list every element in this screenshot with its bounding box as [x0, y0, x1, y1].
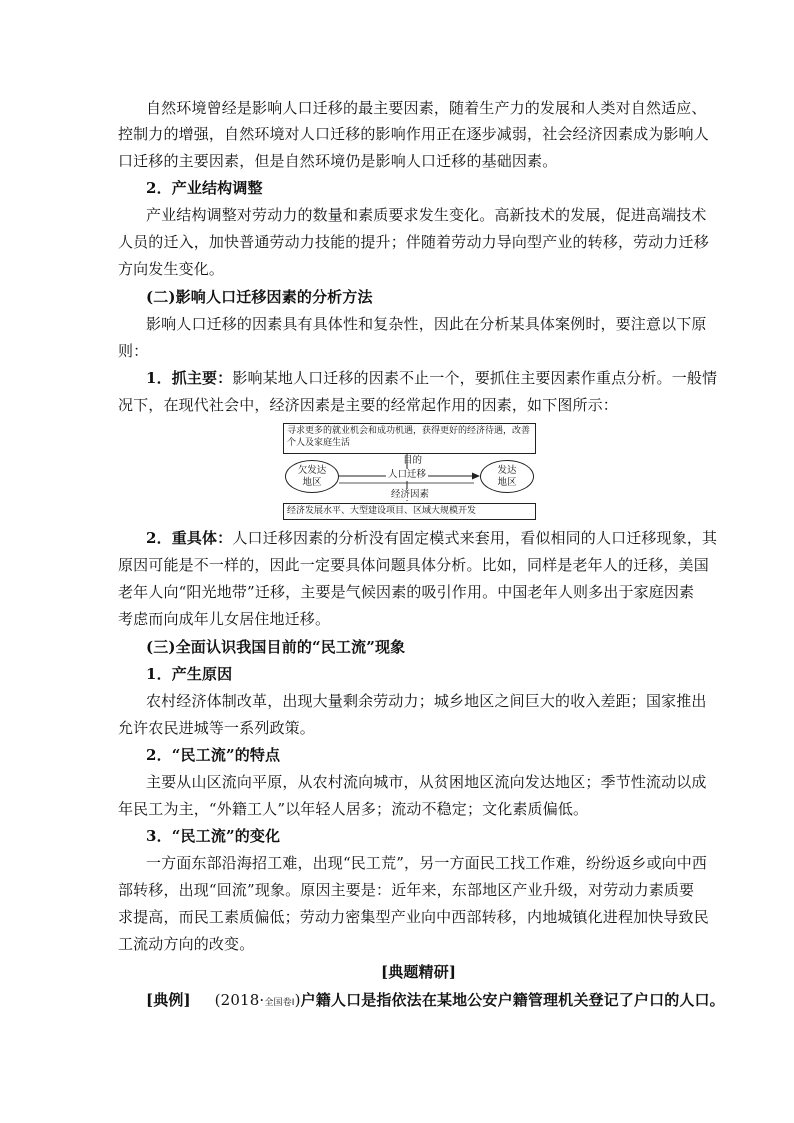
migration-label: 人口迁移 [388, 469, 427, 480]
paragraph-line: 允许农民进城等一系列政策。 [118, 719, 315, 737]
paragraph-line: 考虑而向成年儿女居住地迁移。 [118, 610, 331, 628]
migration-factor-diagram [283, 423, 536, 520]
principle-text: 人口迁移因素的分析没有固定模式来套用，看似相同的人口迁移现象，其 [232, 529, 718, 547]
paragraph-line: 自然环境曾经是影响人口迁移的最主要因素，随着生产力的发展和人类对自然适应、 [146, 99, 707, 117]
paragraph-line: 老年人向“阳光地带”迁移，主要是气候因素的吸引作用。中国老年人则多出于家庭因素 [118, 583, 695, 601]
paragraph-line: 产业结构调整对劳动力的数量和素质要求发生变化。高新技术的发展，促进高端技术 [146, 206, 707, 224]
paragraph-line: 况下，在现代社会中，经济因素是主要的经常起作用的因素，如下图所示： [118, 396, 618, 414]
paragraph-line: 年民工为主，“外籍工人”以年轻人居多；流动不稳定；文化素质偏低。 [118, 800, 589, 818]
origin-label: 欠发达地区 [297, 464, 327, 488]
destination-label: 发达地区 [497, 464, 517, 488]
paragraph-line: 一方面东部沿海招工难，出现“民工荒”，另一方面民工找工作难，纷纷返乡或向中西 [146, 854, 708, 872]
subsection-heading: 3．“民工流”的变化 [146, 827, 281, 845]
section-heading: (三)全面认识我国目前的“民工流”现象 [146, 638, 406, 656]
example-source-exam: 全国卷Ⅰ [264, 998, 295, 1008]
paragraph-line: 影响人口迁移的因素具有具体性和复杂性，因此在分析某具体案例时，要注意以下原 [146, 315, 707, 333]
purpose-label: 目的 [403, 455, 423, 466]
paragraph-line: 求提高，而民工素质偏低；劳动力密集型产业向中西部转移，内地城镇化进程加快导致民 [118, 908, 709, 926]
principle-label: 1．抓主要： [146, 369, 233, 387]
paragraph-line: 方向发生变化。 [118, 260, 225, 278]
example-source-close: ) [294, 991, 301, 1009]
paragraph-line [146, 528, 717, 548]
factor-box: 经济发展水平、大型建设项目、区域大规模开发 [283, 503, 536, 520]
paragraph-line: 工流动方向的改变。 [118, 935, 255, 953]
migration-arrowhead [472, 473, 480, 480]
principle-label: 2．重具体： [146, 529, 233, 547]
subsection-heading: 2．“民工流”的特点 [146, 746, 281, 764]
goal-box: 寻求更多的就业机会和成功机遇，获得更好的经济待遇，改善个人及家庭生活 [283, 423, 536, 454]
paragraph-line: 控制力的增强，自然环境对人口迁移的影响作用正在逐步减弱，社会经济因素成为影响人 [118, 125, 709, 143]
section-heading: (二)影响人口迁移因素的分析方法 [146, 288, 373, 306]
subsection-heading: 1．产生原因 [146, 665, 233, 683]
example-line [146, 990, 725, 1013]
paragraph-line: 部转移，出现“回流”现象。原因主要是：近年来，东部地区产业升级，对劳动力素质要 [118, 881, 695, 899]
paragraph-line: 主要从山区流向平原，从农村流向城市，从贫困地区流向发达地区；季节性流动以成 [146, 773, 707, 791]
example-text: 户籍人口是指依法在某地公安户籍管理机关登记了户口的人口。 [300, 991, 725, 1009]
paragraph-line: 人员的迁入，加快普通劳动力技能的提升；伴随着劳动力导向型产业的转移，劳动力迁移 [118, 233, 709, 251]
paragraph-line: 口迁移的主要因素，但是自然环境仍是影响人口迁移的基础因素。 [118, 152, 558, 170]
principle-text: 影响某地人口迁移的因素不止一个，要抓住主要因素作重点分析。一般情 [232, 369, 718, 387]
economic-factor-label: 经济因素 [391, 489, 430, 500]
paragraph-line [146, 368, 717, 388]
paragraph-line: 则： [118, 342, 149, 360]
example-source: (2018· [214, 991, 265, 1009]
paragraph-line: 农村经济体制改革，出现大量剩余劳动力；城乡地区之间巨大的收入差距；国家推出 [146, 692, 707, 710]
study-heading: [典题精研] [381, 963, 457, 981]
paragraph-line: 原因可能是不一样的，因此一定要具体问题具体分析。比如，同样是老年人的迁移，美国 [118, 556, 709, 574]
example-tag: [典例] [146, 991, 191, 1009]
section-heading: 2．产业结构调整 [146, 179, 263, 197]
